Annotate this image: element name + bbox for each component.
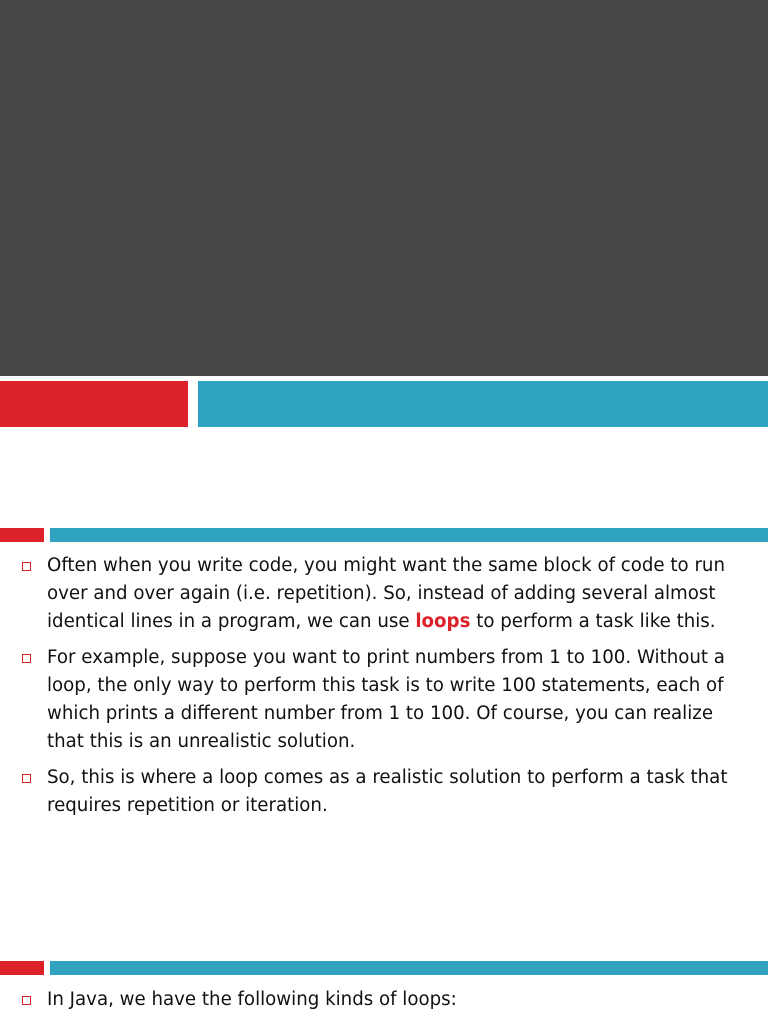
bullet-text: For example, suppose you want to print numbers from 1 to 100. Without a loop, the only way to perform this task is to write 100 statements, each of which prints a different number from 1 to 100. Of course, you can realize that this is an unrealistic solution. (47, 647, 725, 752)
square-bullet-icon (22, 562, 31, 571)
bullet-item (0, 764, 768, 820)
slide-2-accent-bar-blue (50, 528, 768, 542)
bullet-text: So, this is where a loop comes as a realistic solution to perform a task that requires repetition or iteration. (47, 767, 728, 816)
slide-3-accent-bar-blue (50, 961, 768, 975)
bullet-text: Often when you write code, you might want the same block of code to run over and over again (i.e. repetition). So, instead of adding several almost identical lines in a program, we can use (47, 555, 725, 632)
slide-3-accent-bar-red (0, 961, 44, 975)
title-accent-bar-red (0, 381, 188, 427)
bullet-item (0, 986, 768, 1014)
bullet-item (0, 552, 768, 636)
square-bullet-icon (22, 654, 31, 663)
bullet-text: In Java, we have the following kinds of loops: (47, 989, 457, 1010)
title-slide-background (0, 0, 768, 376)
title-accent-bar-blue (198, 381, 768, 427)
highlight-keyword: loops (415, 611, 471, 632)
slide-2-bullet-list (0, 552, 768, 828)
square-bullet-icon (22, 774, 31, 783)
slide-3-bullet-list (0, 986, 768, 1022)
square-bullet-icon (22, 996, 31, 1005)
slide-2-accent-bar-red (0, 528, 44, 542)
bullet-text: to perform a task like this. (470, 611, 716, 632)
bullet-item (0, 644, 768, 756)
